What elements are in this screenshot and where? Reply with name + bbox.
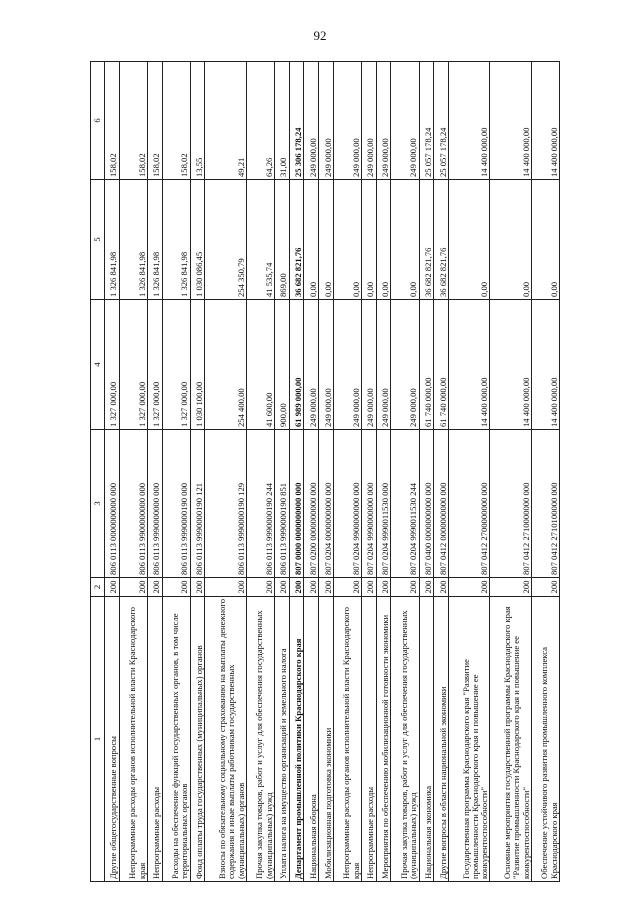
table-body [105, 62, 560, 882]
row-col6-cell: 14 400 000,00 [531, 62, 559, 180]
row-col4-cell: 1 327 000,00 [147, 300, 162, 430]
row-col5-cell: 1 030 086,45 [190, 180, 205, 300]
row-col6-cell: 14 400 000,00 [449, 62, 490, 180]
row-col5-cell: 1 326 841,98 [147, 180, 162, 300]
row-col6-cell: 158,02 [119, 62, 147, 180]
row-col5-cell: 0,00 [490, 180, 531, 300]
row-col4-cell: 61 989 000,00 [289, 300, 304, 430]
row-col6-cell: 158,02 [162, 62, 190, 180]
row-col5-cell: 1 326 841,98 [162, 180, 190, 300]
row-classification-cell: 806 0113 9900000000 000 [119, 430, 147, 578]
row-classification-cell: 806 0113 9990000190 000 [162, 430, 190, 578]
row-code-cell: 200 [376, 578, 391, 597]
table-row [376, 62, 391, 882]
row-classification-cell: 806 0113 9990000190 129 [205, 430, 246, 578]
row-classification-cell: 807 0412 2710000000 000 [490, 430, 531, 578]
header-col-1: 1 [91, 597, 105, 882]
row-code-cell: 200 [246, 578, 274, 597]
row-name-cell: Национальная экономика [419, 597, 434, 882]
row-col6-cell: 158,02 [105, 62, 120, 180]
row-col4-cell: 41 600,00 [246, 300, 274, 430]
row-col4-cell: 900,00 [274, 300, 289, 430]
table-row [304, 62, 319, 882]
row-name-cell: Прочая закупка товаров, работ и услуг для обеспечения государственных (муниципальных) нужд [246, 597, 274, 882]
row-col6-cell: 25 057 178,24 [419, 62, 434, 180]
row-code-cell: 200 [162, 578, 190, 597]
row-name-cell: Расходы на обеспечение функций государственных органов, в том числе территориальных органов [162, 597, 190, 882]
row-col4-cell: 1 030 100,00 [190, 300, 205, 430]
row-name-cell: Непрограммные расходы [147, 597, 162, 882]
row-col4-cell: 61 740 000,00 [419, 300, 434, 430]
row-col5-cell: 0,00 [304, 180, 319, 300]
table-row [391, 62, 419, 882]
row-classification-cell: 806 0113 9990000190 244 [246, 430, 274, 578]
table-row [274, 62, 289, 882]
table-row [361, 62, 376, 882]
row-code-cell: 200 [319, 578, 334, 597]
row-classification-cell: 807 0000 0000000000 000 [289, 430, 304, 578]
row-code-cell: 200 [274, 578, 289, 597]
row-classification-cell: 807 0200 0000000000 000 [304, 430, 319, 578]
row-name-cell: Государственная программа Краснодарского края "Развитие промышленности Краснодарского края и повышение ее конкурентоспособности" [449, 597, 490, 882]
row-col6-cell: 13,55 [190, 62, 205, 180]
row-code-cell: 200 [190, 578, 205, 597]
row-col6-cell: 49,21 [205, 62, 246, 180]
row-col4-cell: 249 000,00 [376, 300, 391, 430]
row-col5-cell: 0,00 [376, 180, 391, 300]
row-classification-cell: 807 0412 2700000000 000 [449, 430, 490, 578]
table-row [531, 62, 559, 882]
table-row [419, 62, 434, 882]
page-number: 92 [313, 28, 327, 43]
row-classification-cell: 807 0412 2710100000 000 [531, 430, 559, 578]
row-col5-cell: 254 350,79 [205, 180, 246, 300]
row-name-cell: Мобилизационная подготовка экономики [319, 597, 334, 882]
row-col4-cell: 1 327 000,00 [162, 300, 190, 430]
row-col6-cell: 249 000,00 [376, 62, 391, 180]
row-classification-cell: 807 0412 0000000000 000 [434, 430, 449, 578]
header-col-2: 2 [91, 578, 105, 597]
row-col6-cell: 25 306 178,24 [289, 62, 304, 180]
row-col4-cell: 14 400 000,00 [490, 300, 531, 430]
row-col4-cell: 14 400 000,00 [449, 300, 490, 430]
table-row [147, 62, 162, 882]
row-name-cell: Другие вопросы в области национальной экономики [434, 597, 449, 882]
row-name-cell: Взносы по обязательному социальному страхованию на выплаты денежного содержания и иные выплаты работникам государственных (муниципальных) органов [205, 597, 246, 882]
row-code-cell: 200 [391, 578, 419, 597]
row-col6-cell: 64,26 [246, 62, 274, 180]
row-classification-cell: 806 0113 9990000000 000 [147, 430, 162, 578]
row-col4-cell: 14 400 000,00 [531, 300, 559, 430]
row-name-cell: Основные мероприятия государственной программы Краснодарского края "Развитие промышленности Краснодарского края и повышение ее конкурентоспособности" [490, 597, 531, 882]
row-col6-cell: 249 000,00 [319, 62, 334, 180]
row-col4-cell: 249 000,00 [333, 300, 361, 430]
row-col5-cell: 869,00 [274, 180, 289, 300]
header-col-3: 3 [91, 430, 105, 578]
row-name-cell: Уплата налога на имущество организаций и земельного налога [274, 597, 289, 882]
row-col5-cell: 36 682 821,76 [419, 180, 434, 300]
row-name-cell: Прочая закупка товаров, работ и услуг для обеспечения государственных (муниципальных) нужд [391, 597, 419, 882]
table-row [205, 62, 246, 882]
row-classification-cell: 807 0204 9990011530 000 [376, 430, 391, 578]
row-col5-cell: 0,00 [319, 180, 334, 300]
row-code-cell: 200 [434, 578, 449, 597]
row-name-cell: Непрограммные расходы органов исполнительной власти Краснодарского края [333, 597, 361, 882]
row-name-cell: Другие общегосударственные вопросы [105, 597, 120, 882]
rotated-table-container [90, 62, 560, 882]
row-col5-cell: 36 682 821,76 [434, 180, 449, 300]
header-col-4: 4 [91, 300, 105, 430]
table-row [434, 62, 449, 882]
row-col5-cell: 0,00 [531, 180, 559, 300]
row-col4-cell: 1 327 000,00 [105, 300, 120, 430]
row-classification-cell: 806 0113 9990000190 121 [190, 430, 205, 578]
budget-table [90, 61, 560, 882]
row-code-cell: 200 [419, 578, 434, 597]
row-code-cell: 200 [490, 578, 531, 597]
row-col4-cell: 254 400,00 [205, 300, 246, 430]
row-col6-cell: 14 400 000,00 [490, 62, 531, 180]
row-col4-cell: 249 000,00 [304, 300, 319, 430]
row-code-cell: 200 [304, 578, 319, 597]
header-col-6: 6 [91, 62, 105, 180]
row-classification-cell: 807 0204 0000000000 000 [319, 430, 334, 578]
table-row [246, 62, 274, 882]
row-col5-cell: 1 326 841,98 [105, 180, 120, 300]
row-classification-cell: 806 0113 9990000190 851 [274, 430, 289, 578]
row-col6-cell: 25 057 178,24 [434, 62, 449, 180]
table-row [449, 62, 490, 882]
row-classification-cell: 807 0204 9900000000 000 [333, 430, 361, 578]
row-col4-cell: 249 000,00 [391, 300, 419, 430]
row-col6-cell: 249 000,00 [361, 62, 376, 180]
row-code-cell: 200 [333, 578, 361, 597]
table-row [119, 62, 147, 882]
table-row [105, 62, 120, 882]
table-row [319, 62, 334, 882]
row-code-cell: 200 [289, 578, 304, 597]
header-col-5: 5 [91, 180, 105, 300]
row-col5-cell: 41 535,74 [246, 180, 274, 300]
row-col6-cell: 249 000,00 [391, 62, 419, 180]
table-row [190, 62, 205, 882]
row-col4-cell: 249 000,00 [361, 300, 376, 430]
row-name-cell: Фонд оплаты труда государственных (муниципальных) органов [190, 597, 205, 882]
row-col4-cell: 249 000,00 [319, 300, 334, 430]
row-classification-cell: 806 0113 0000000000 000 [105, 430, 120, 578]
table-row [162, 62, 190, 882]
row-col6-cell: 249 000,00 [304, 62, 319, 180]
table-row [333, 62, 361, 882]
row-name-cell: Непрограммные расходы органов исполнительной власти Краснодарского края [119, 597, 147, 882]
row-name-cell: Департамент промышленной политики Краснодарского края [289, 597, 304, 882]
row-col6-cell: 31,00 [274, 62, 289, 180]
table-row [289, 62, 304, 882]
row-code-cell: 200 [147, 578, 162, 597]
row-col4-cell: 1 327 000,00 [119, 300, 147, 430]
row-name-cell: Непрограммные расходы [361, 597, 376, 882]
row-classification-cell: 807 0204 9990011530 244 [391, 430, 419, 578]
row-classification-cell: 807 0204 9990000000 000 [361, 430, 376, 578]
row-col5-cell: 0,00 [391, 180, 419, 300]
row-code-cell: 200 [361, 578, 376, 597]
row-code-cell: 200 [205, 578, 246, 597]
row-col6-cell: 249 000,00 [333, 62, 361, 180]
row-col5-cell: 0,00 [333, 180, 361, 300]
row-col6-cell: 158,02 [147, 62, 162, 180]
row-code-cell: 200 [449, 578, 490, 597]
table-row [490, 62, 531, 882]
row-name-cell: Мероприятия по обеспечению мобилизационной готовности экономики [376, 597, 391, 882]
row-name-cell: Обеспечение устойчивого развития промышленного комплекса Краснодарского края [531, 597, 559, 882]
row-code-cell: 200 [531, 578, 559, 597]
row-classification-cell: 807 0400 0000000000 000 [419, 430, 434, 578]
rotated-table-wrapper [90, 62, 560, 882]
row-name-cell: Национальная оборона [304, 597, 319, 882]
table-header-row [91, 62, 105, 882]
row-col5-cell: 0,00 [361, 180, 376, 300]
row-col4-cell: 61 740 000,00 [434, 300, 449, 430]
row-code-cell: 200 [119, 578, 147, 597]
row-col5-cell: 0,00 [449, 180, 490, 300]
row-col5-cell: 36 682 821,76 [289, 180, 304, 300]
row-code-cell: 200 [105, 578, 120, 597]
row-col5-cell: 1 326 841,98 [119, 180, 147, 300]
